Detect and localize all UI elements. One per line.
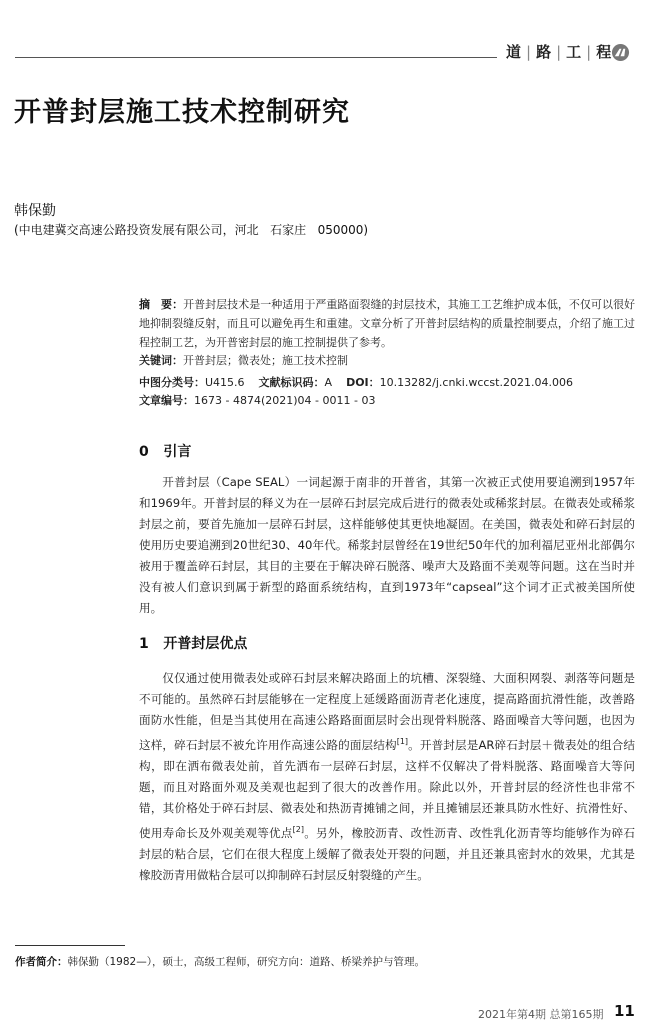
issue-info: 2021年第4期 总第165期: [478, 1008, 604, 1021]
article-title: 开普封层施工技术控制研究: [14, 97, 350, 128]
classification-line: [139, 374, 573, 390]
keywords-label: 关键词：: [139, 354, 183, 367]
section-separator: |: [526, 43, 533, 61]
author-affiliation: (中电建冀交高速公路投资发展有限公司，河北 石家庄 050000): [14, 223, 369, 237]
clc-value: U415.6: [205, 376, 245, 389]
section-char: 程: [596, 43, 613, 61]
section-separator: |: [586, 43, 593, 61]
paragraph-part: 。另外，橡胶沥青、改性沥青、改性乳化沥青等均能够作为碎石封层的粘合层，它们在很大程度上缓解了微表处开裂的问题，并且还兼具密封水的效果，尤其是橡胶沥青用做粘合层可以抑制碎石封层反射裂缝的产生。: [139, 825, 635, 882]
road-logo-icon: [611, 43, 630, 62]
footnote-text: 韩保勤（1982—），硕士，高级工程师，研究方向：道路、桥梁养护与管理。: [67, 956, 425, 968]
article-no-value: 1673 - 4874(2021)04 - 0011 - 03: [194, 394, 376, 407]
header-rule: [15, 57, 497, 58]
article-no-label: 文章编号：: [139, 394, 194, 407]
section-char: 工: [566, 43, 583, 61]
section-heading-advantages: 1 开普封层优点: [139, 636, 248, 652]
section-heading-intro: 0 引言: [139, 444, 192, 460]
abstract-text: 开普封层技术是一种适用于严重路面裂缝的封层技术，其施工工艺维护成本低，不仅可以很好地抑制裂缝反射，而且可以避免再生和重建。文章分析了开普封层结构的质量控制要点，介绍了施工过程控制工艺，为开普密封层的施工控制提供了参考。: [139, 298, 635, 349]
paragraph-part: 仅仅通过使用微表处或碎石封层来解决路面上的坑槽、深裂缝、大面积网裂、剥落等问题是不可能的。虽然碎石封层能够在一定程度上延缓路面沥青老化速度，提高路面抗滑性能，改善路面防水性能，但是当其使用在高速公路路面面层时会出现骨料脱落、路面噪音大等问题，也因为这样，碎石封层不被允许用作高速公路的面层结构: [139, 671, 635, 752]
section-paragraph-intro: 开普封层（Cape SEAL）一词起源于南非的开普省，其第一次被正式使用要追溯到1957年和1969年。开普封层的释义为在一层碎石封层完成后进行的微表处或稀浆封层。在微表处或稀浆封层之前，要首先施加一层碎石封层，这样能够使其更快地凝固。在美国，微表处和碎石封层的使用历史要追溯到20世纪30、40年代。稀浆封层曾经在19世纪50年代的加利福尼亚州北部偶尔被用于覆盖碎石封层，其目的主要在于解决碎石脱落、噪声大及路面不美观等问题。这在当时并没有被人们意识到属于新型的路面系统结构，直到1973年“capseal”这个词才正式被美国所使用。: [139, 475, 635, 615]
author-name: 韩保勤: [14, 203, 56, 219]
doi-label: DOI：: [346, 376, 380, 389]
section-paragraph-advantages: [139, 668, 635, 886]
keywords-text: 开普封层；微表处；施工技术控制: [183, 354, 348, 367]
author-bio-footnote: [15, 954, 425, 969]
footnote-rule: [15, 945, 125, 946]
abstract-label: 摘 要：: [139, 298, 184, 311]
journal-section-tag: [506, 41, 612, 62]
footnote-label: 作者简介：: [15, 956, 68, 968]
keywords-line: [139, 352, 348, 368]
doi-value: 10.13282/j.cnki.wccst.2021.04.006: [379, 376, 573, 389]
doc-code-value: A: [324, 376, 333, 389]
citation-ref: [2]: [292, 824, 305, 834]
section-char: 路: [536, 43, 553, 61]
section-separator: |: [556, 43, 563, 61]
article-number-line: [139, 392, 375, 408]
clc-label: 中图分类号：: [139, 376, 205, 389]
abstract: [139, 295, 635, 352]
paragraph-part: 。开普封层是AR碎石封层＋微表处的组合结构，即在洒布微表处前，首先洒布一层碎石封层，这样不仅解决了骨料脱落、路面噪音大等问题，而且对路面外观及美观也起到了很大的改善作用。除此以外，开普封层的经济性也非常不错，其价格处于碎石封层、微表处和热沥青摊铺之间，并且摊铺层还兼具防水性好、抗滑性好、使用寿命长及外观美观等优点: [139, 737, 635, 840]
citation-ref: [1]: [396, 737, 409, 746]
section-char: 道: [506, 43, 523, 61]
doc-code-label: 文献标识码：: [258, 376, 325, 389]
page-number: 11: [614, 1002, 635, 1020]
